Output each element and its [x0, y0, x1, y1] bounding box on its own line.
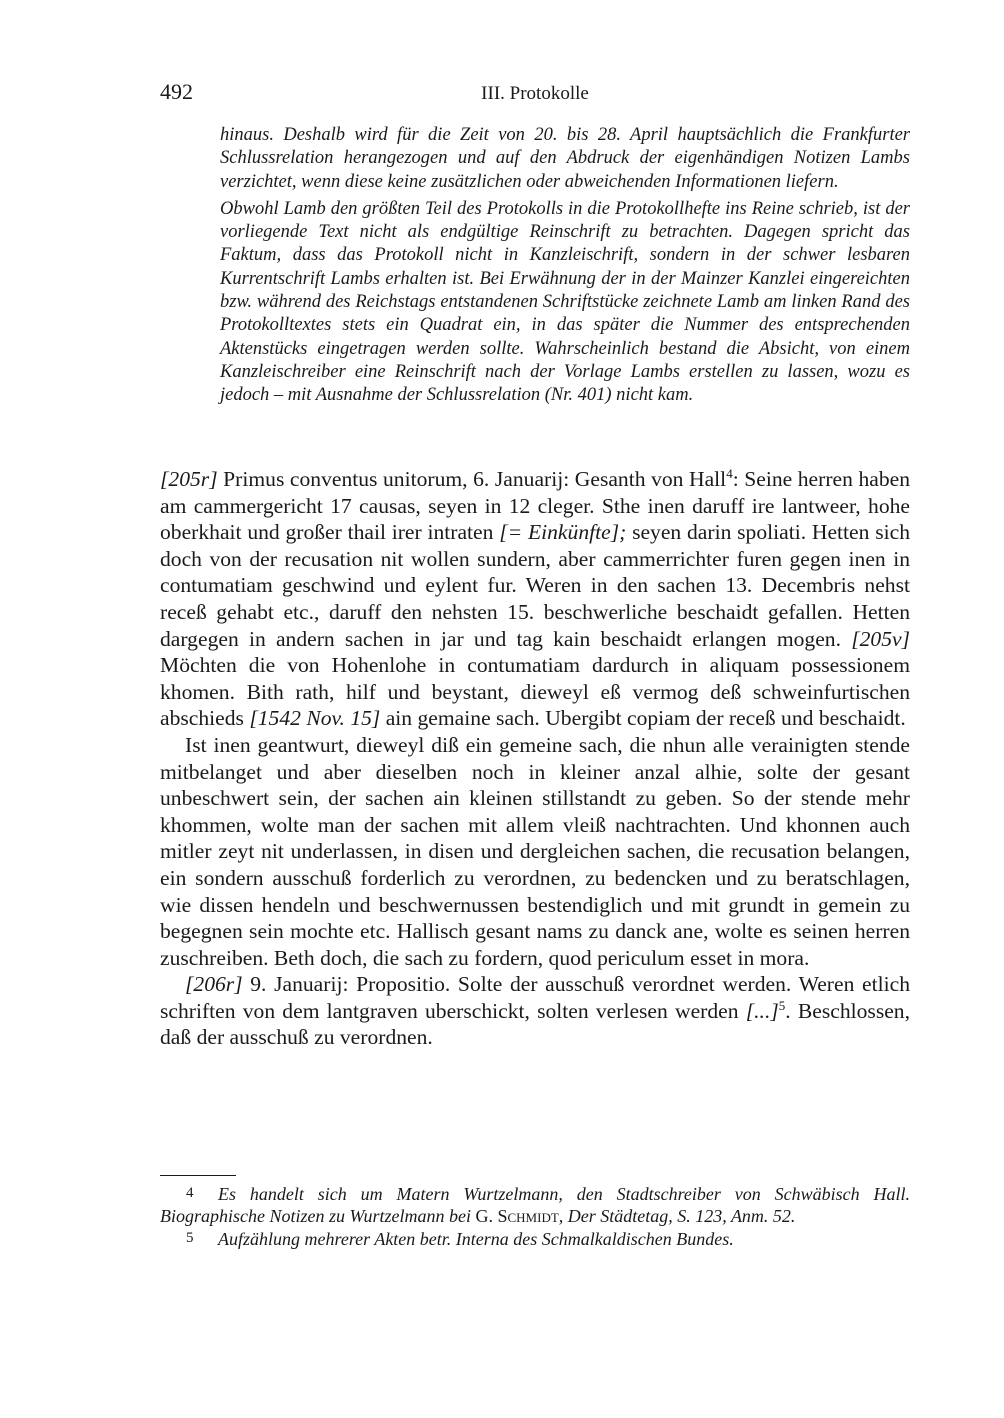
footnote-4	[160, 1182, 910, 1227]
footnote-author-initial: G.	[475, 1206, 498, 1226]
running-head: III. Protokolle	[481, 83, 589, 104]
footnote-5	[160, 1227, 910, 1250]
folio-marker: [205r]	[160, 467, 218, 491]
introduction-block	[220, 124, 910, 408]
paragraph-text: 9. Januarij: Propositio. Solte der ausschuß verordnet werden. Weren etlich schriften von dem lantgraven uberschickt, solten verlesen werden	[160, 972, 910, 1023]
paragraph-text: Primus conventus unitorum, 6. Januarij: Gesanth von Hall	[217, 467, 727, 491]
editorial-ellipsis: [...]	[745, 998, 779, 1023]
footnote-text: Es handelt sich um Matern Wurtzelmann, den Stadtschreiber von Schwäbisch Hall. Biographische Notizen zu Wurtzelmann bei	[160, 1184, 910, 1226]
paragraph-text: : Seine herren haben am cammergericht 17 causas, seyen in 12 cleger. Sthe inen daruff ire lantweer, hohe oberkhait und großer thail irer intraten	[160, 467, 911, 545]
protocol-paragraph-1	[160, 466, 910, 732]
footnote-rule	[160, 1175, 236, 1176]
protocol-text	[160, 466, 910, 1051]
footnote-ref-4[interactable]: 4	[726, 466, 733, 481]
page-number: 492	[160, 79, 193, 104]
footnote-number: 5	[186, 1230, 194, 1246]
paragraph-text: . Beschlossen, daß der ausschuß zu verordnen.	[160, 998, 911, 1050]
footnote-author-name: Schmidt	[497, 1206, 559, 1226]
paragraph-text: Möchten die von Hohenlohe in contumatiam dardurch in aliquam possessionem khomen. Bith rath, hilf und beystant, dieweyl eß vermog deß schweinfurtischen abschieds	[160, 653, 910, 731]
footnote-number: 4	[186, 1185, 194, 1201]
folio-marker: [206r]	[185, 972, 243, 997]
editorial-date-note: [1542 Nov. 15]	[249, 706, 381, 731]
intro-paragraph-1: hinaus. Deshalb wird für die Zeit von 20. bis 28. April hauptsächlich die Frankfurter Schlussrelation herangezogen und auf den Abdruck der eigenhändigen Notizen Lambs verzichtet, wenn diese keine zusätzlichen oder abweichenden Informationen liefern.	[220, 125, 910, 192]
editorial-gloss: [= Einkünfte];	[499, 520, 627, 545]
footnote-ref-5[interactable]: 5	[778, 997, 786, 1013]
protocol-paragraph-2: Ist inen geantwurt, dieweyl diß ein gemeine sach, die nhun alle verainigten stende mitbelanget und aber dieselben noch in kleiner anzal alhie, solte der gesant unbeschwert sein, der sachen ain kleinen stillstandt zu geben. So der stende mehr khommen, wolte man der sachen mit allem vleiß nachtrachten. Und khonnen auch mitler zeyt nit underlassen, in disen und dergleichen sachen, die recusation belangen, ein sondern ausschuß forderlich zu verordnen, zu bedencken und zu beratschlagen, wie dissen hendeln und beschwernussen bestendiglich und mit grundt in gemein zu begegnen sein mochte etc. Hallisch gesant nams zu danck ane, wolte es seinen herren zuschreiben. Beth doch, die sach zu fordern, quod periculum esset in mora.	[160, 732, 910, 970]
protocol-paragraph-3	[160, 971, 910, 1051]
intro-paragraph-2: Obwohl Lamb den größten Teil des Protokolls in die Protokollhefte ins Reine schrieb, ist der vorliegende Text nicht als endgültige Reinschrift zu betrachten. Dagegen spricht das Faktum, dass das Protokoll nicht in Kanzleischrift, sondern in der schwer lesbaren Kurrentschrift Lambs erhalten ist. Bei Erwähnung der in der Mainzer Kanzlei eingereichten bzw. während des Reichstags entstandenen Schriftstücke zeichnete Lamb am linken Rand des Protokolltextes stets ein Quadrat ein, in das später die Nummer des entsprechenden Aktenstücks eingetragen werden sollte. Wahrscheinlich bestand die Absicht, von einem Kanzleischreiber eine Reinschrift nach der Vorlage Lambs erstellen zu lassen, wozu es jedoch – mit Ausnahme der Schlussrelation (Nr. 401) nicht kam.	[220, 198, 910, 406]
paragraph-text: ain gemaine sach. Ubergibt copiam der receß und beschaidt.	[380, 706, 906, 731]
footnote-text: Aufzählung mehrerer Akten betr. Interna des Schmalkaldischen Bundes.	[218, 1229, 734, 1249]
folio-marker: [205v]	[851, 626, 910, 651]
footnotes	[160, 1182, 910, 1250]
paragraph-text: seyen darin spoliati. Hetten sich doch von der recusation nit wollen sundern, aber cammerrichter furen gegen inen in contumatiam geschwind und eylent fur. Weren in den sachen 13. Decembris nehst receß gehabt etc., daruff den nehsten 15. beschwerliche beschaidt gefallen. Hetten dargegen in andern sachen in jar und tag kain beschaidt erlangen mogen.	[160, 520, 910, 651]
footnote-text: , Der Städtetag, S. 123, Anm. 52.	[558, 1206, 796, 1226]
